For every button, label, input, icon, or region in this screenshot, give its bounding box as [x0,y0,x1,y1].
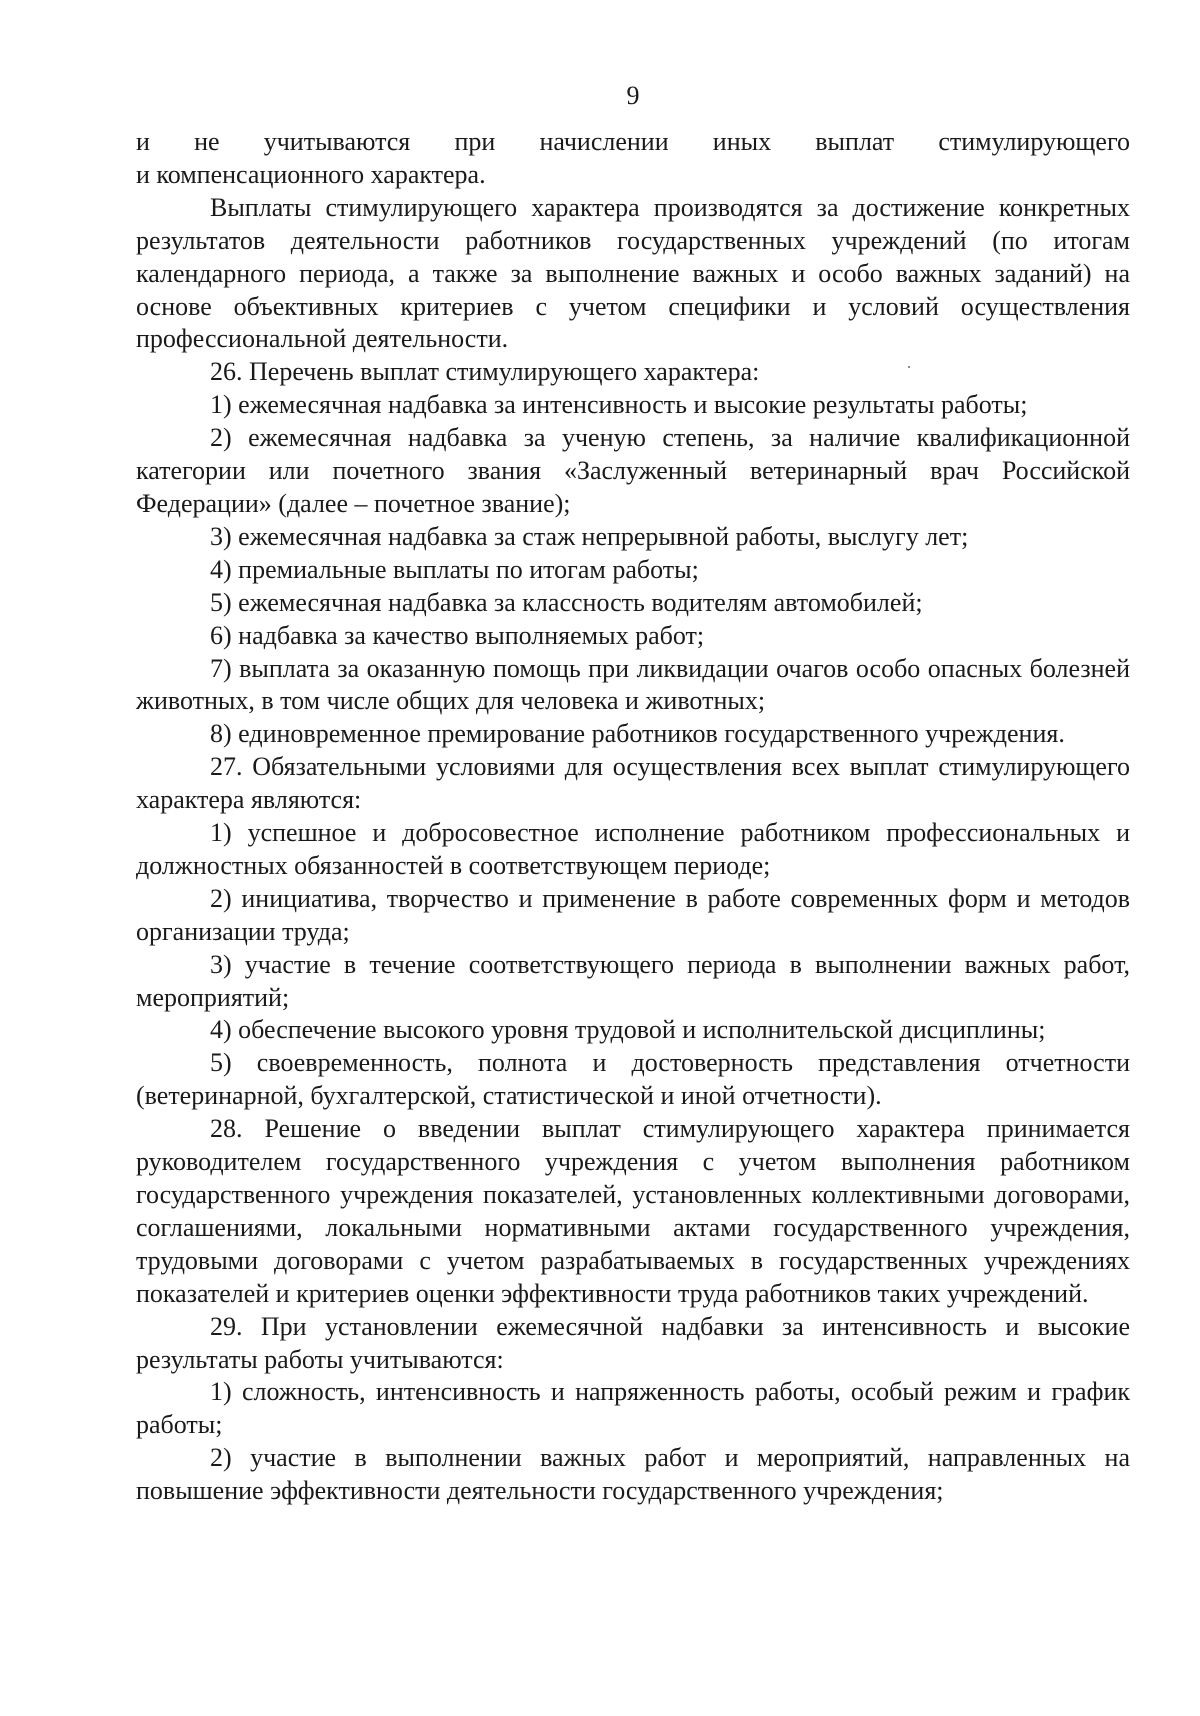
clause-26-item-3: 3) ежемесячная надбавка за стаж непрерывной работы, выслугу лет; [210,521,969,551]
clause-27-item-2: 2) инициатива, творчество и применение в работе современных форм и методов организации труда; [136,883,1130,946]
clause-27-item-5: 5) своевременность, полнота и достоверность представления отчетности (ветеринарной, бухгалтерской, статистической и иной отчетности). [136,1048,1130,1111]
clause-26-item-8: 8) единовременное премирование работников государственного учреждения. [210,719,1065,749]
clause-26-item-4: 4) премиальные выплаты по итогам работы; [210,554,699,584]
paragraph-continuation-line: и не учитываются при начислении иных выплат стимулирующего [136,127,1130,156]
clause-26-item-1: 1) ежемесячная надбавка за интенсивность и высокие результаты работы; [210,390,1028,420]
clause-27-item-3: 3) участие в течение соответствующего периода в выполнении важных работ, мероприятий; [136,949,1130,1012]
clause-28: 28. Решение о введении выплат стимулирующего характера принимается руководителем государственного учреждения с учетом выполнения работником государственного учреждения показателей, установленных коллективными договорами, соглашениями, локальными нормативными актами государственного учреждения, трудовыми договорами с учетом разрабатываемых в государственных учреждениях показателей и критериев оценки эффективности труда работников таких учреждений. [136,1114,1130,1308]
clause-27-item-4: 4) обеспечение высокого уровня трудовой и исполнительской дисциплины; [210,1015,1046,1045]
clause-26-item-6: 6) надбавка за качество выполняемых работ; [210,620,705,650]
paragraph-continuation-end: и компенсационного характера. [136,159,486,189]
clause-26-item-7: 7) выплата за оказанную помощь при ликвидации очагов особо опасных болезней животных, в том числе общих для человека и животных; [136,653,1130,716]
clause-27-heading: 27. Обязательными условиями для осуществления всех выплат стимулирующего характера являются: [136,752,1130,815]
clause-29-item-2: 2) участие в выполнении важных работ и мероприятий, направленных на повышение эффективности деятельности государственного учреждения; [136,1443,1130,1506]
clause-29-item-1: 1) сложность, интенсивность и напряженность работы, особый режим и график работы; [136,1377,1130,1440]
clause-26-item-5: 5) ежемесячная надбавка за классность водителям автомобилей; [210,587,923,617]
clause-26-heading: 26. Перечень выплат стимулирующего характера: [210,357,760,387]
clause-29-heading: 29. При установлении ежемесячной надбавки за интенсивность и высокие результаты работы учитываются: [136,1311,1130,1374]
clause-26-item-2: 2) ежемесячная надбавка за ученую степень, за наличие квалификационной категории или почетного звания «Заслуженный ветеринарный врач Российской Федерации» (далее – почетное звание); [136,423,1130,518]
scan-speck [908,366,910,368]
page-number: 9 [626,81,640,110]
document-body [136,126,1130,1508]
clause-27-item-1: 1) успешное и добросовестное исполнение работником профессиональных и должностных обязанностей в соответствующем периоде; [136,818,1130,880]
paragraph-stimulating-payments-intro: Выплаты стимулирующего характера производятся за достижение конкретных результатов деятельности работников государственных учреждений (по итогам календарного периода, а также за выполнение важных и особо важных заданий) на основе объективных критериев с учетом специфики и условий осуществления профессиональной деятельности. [136,192,1130,354]
